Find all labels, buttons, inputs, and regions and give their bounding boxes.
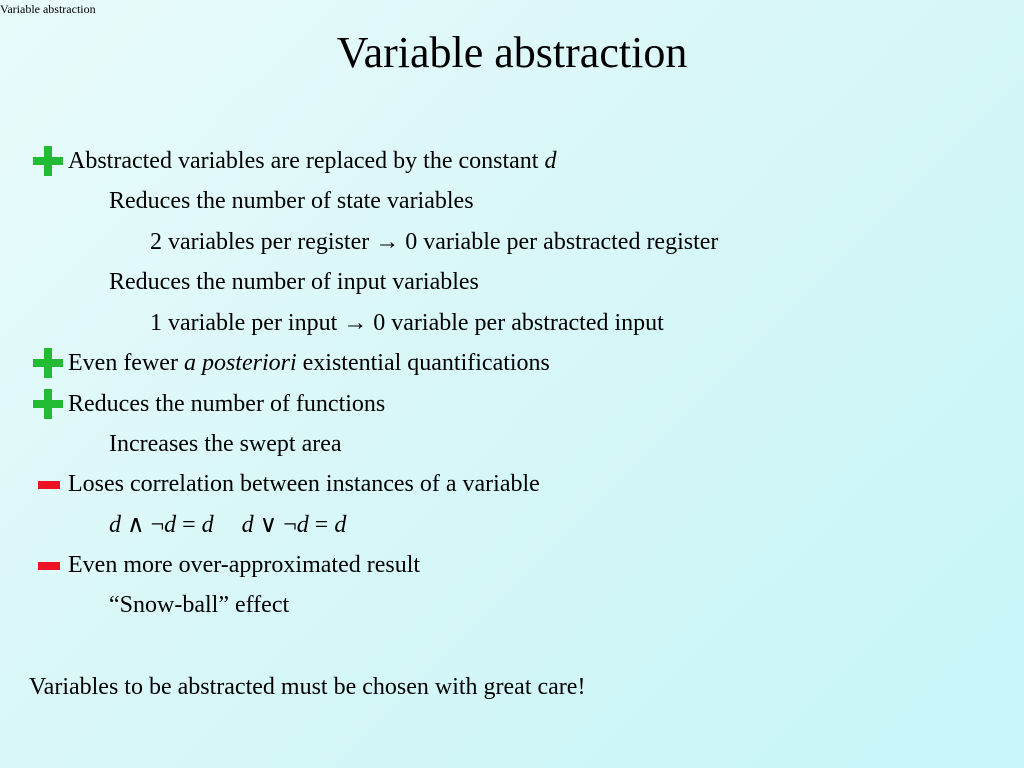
- bullet-abstracted-variables: [68, 147, 556, 175]
- sub-bullet-snow-ball: “Snow-ball” effect: [109, 592, 290, 618]
- formula-eq: =: [176, 512, 202, 538]
- sub-sub-bullet-register: [150, 228, 718, 256]
- text-after: existential quantifications: [296, 350, 550, 376]
- plus-icon: [33, 389, 63, 419]
- bullet-a-posteriori: [68, 349, 550, 377]
- bullet-functions: Reduces the number of functions: [68, 391, 386, 417]
- text-before: 2 variables per register: [150, 229, 376, 255]
- constant-var: d: [544, 148, 557, 174]
- sub-bullet-input-variables: Reduces the number of input variables: [109, 269, 479, 295]
- formula-var: d: [334, 512, 347, 538]
- text-after: 0 variable per abstracted input: [367, 310, 664, 336]
- arrow-icon: →: [343, 310, 368, 336]
- arrow-icon: →: [375, 229, 400, 255]
- formula-var: d: [164, 512, 177, 538]
- formula-op: ∨ ¬: [253, 512, 297, 538]
- formula-var: d: [201, 512, 214, 538]
- formula-var: d: [241, 512, 254, 538]
- text-before: 1 variable per input: [150, 310, 344, 336]
- header-label: Variable abstraction: [0, 2, 96, 16]
- sub-bullet-formulas: [109, 511, 346, 539]
- bullet-over-approximated: Even more over-approximated result: [68, 552, 421, 578]
- formula-op: ∧ ¬: [121, 512, 165, 538]
- text-after: 0 variable per abstracted register: [399, 229, 719, 255]
- bullet-text: Abstracted variables are replaced by the constant: [68, 148, 545, 174]
- sub-bullet-state-variables: Reduces the number of state variables: [109, 188, 474, 214]
- formula-eq: =: [308, 512, 335, 538]
- text-before: Even fewer: [68, 350, 184, 376]
- conclusion-text: Variables to be abstracted must be chosen with great care!: [29, 674, 586, 700]
- slide-title: Variable abstraction: [336, 28, 688, 77]
- plus-icon: [33, 146, 63, 176]
- formula-var: d: [296, 512, 309, 538]
- formula-var: d: [109, 512, 121, 538]
- bullet-correlation: Loses correlation between instances of a variable: [68, 471, 540, 497]
- minus-icon: [38, 481, 60, 489]
- sub-sub-bullet-input: [150, 309, 664, 337]
- sub-bullet-swept-area: Increases the swept area: [109, 431, 342, 457]
- emphasis-text: a posteriori: [183, 350, 297, 376]
- minus-icon: [38, 562, 60, 570]
- plus-icon: [33, 348, 63, 378]
